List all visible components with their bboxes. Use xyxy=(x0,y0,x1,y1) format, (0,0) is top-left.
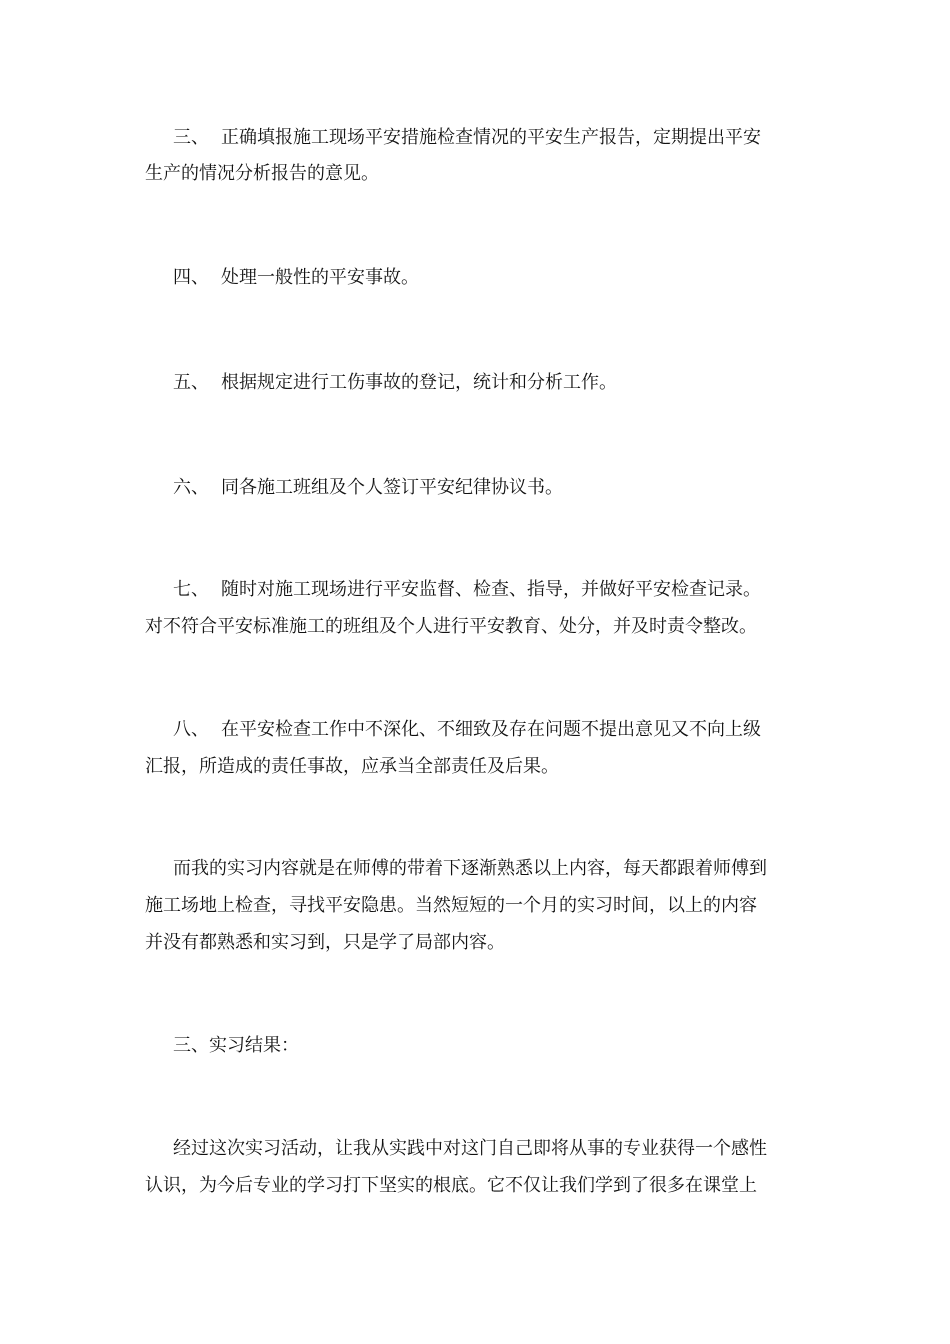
section-heading: 三、实习结果： xyxy=(173,1035,299,1056)
item-5-number: 五、 xyxy=(173,372,209,393)
internship-paragraph-line-3: 并没有都熟悉和实习到，只是学了局部内容。 xyxy=(145,932,505,953)
item-6-text: 同各施工班组及个人签订平安纪律协议书。 xyxy=(221,477,563,498)
item-7-line-2: 对不符合平安标准施工的班组及个人进行平安教育、处分，并及时责令整改。 xyxy=(145,616,757,637)
item-3-line-1 xyxy=(173,126,853,150)
item-4-number: 四、 xyxy=(173,267,209,288)
item-8-text: 在平安检查工作中不深化、不细致及存在问题不提出意见又不向上级 xyxy=(221,719,761,740)
item-6-line-1 xyxy=(173,476,853,500)
item-5-line-1 xyxy=(173,371,853,395)
results-paragraph-line-1: 经过这次实习活动，让我从实践中对这门自己即将从事的专业获得一个感性 xyxy=(173,1138,767,1159)
item-8-line-1 xyxy=(173,718,853,742)
internship-paragraph-line-1: 而我的实习内容就是在师傅的带着下逐渐熟悉以上内容，每天都跟着师傅到 xyxy=(173,858,767,879)
item-7-number: 七、 xyxy=(173,579,209,600)
item-8-number: 八、 xyxy=(173,719,209,740)
results-paragraph-line-2: 认识，为今后专业的学习打下坚实的根底。它不仅让我们学到了很多在课堂上 xyxy=(145,1175,757,1196)
item-3-line-2: 生产的情况分析报告的意见。 xyxy=(145,163,379,184)
item-7-text: 随时对施工现场进行平安监督、检查、指导，并做好平安检查记录。 xyxy=(221,579,761,600)
item-6-number: 六、 xyxy=(173,477,209,498)
item-3-number: 三、 xyxy=(173,127,209,148)
item-5-text: 根据规定进行工伤事故的登记，统计和分析工作。 xyxy=(221,372,617,393)
item-3-text: 正确填报施工现场平安措施检查情况的平安生产报告，定期提出平安 xyxy=(221,127,761,148)
item-4-text: 处理一般性的平安事故。 xyxy=(221,267,419,288)
item-4-line-1 xyxy=(173,266,853,290)
item-7-line-1 xyxy=(173,578,853,602)
internship-paragraph-line-2: 施工场地上检查，寻找平安隐患。当然短短的一个月的实习时间，以上的内容 xyxy=(145,895,757,916)
item-8-line-2: 汇报，所造成的责任事故，应承当全部责任及后果。 xyxy=(145,756,559,777)
